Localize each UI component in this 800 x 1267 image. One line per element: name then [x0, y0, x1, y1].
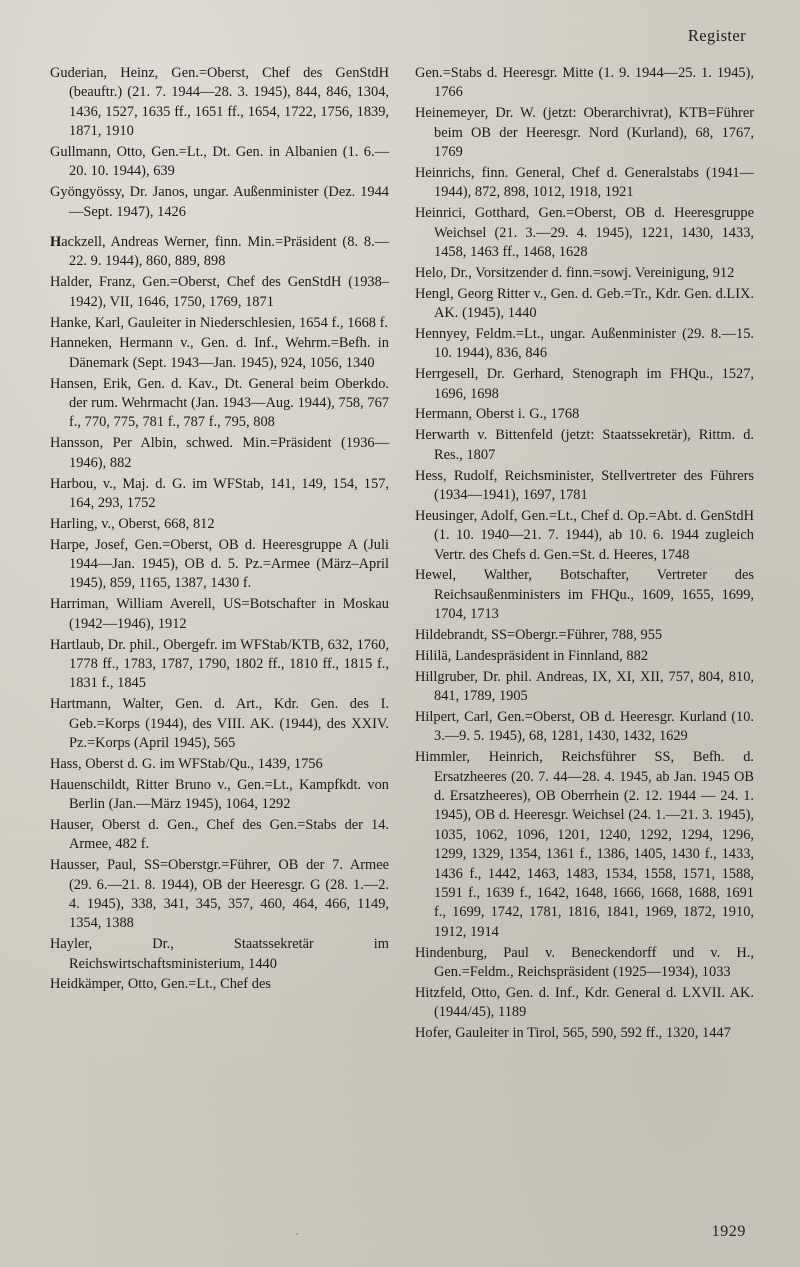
index-entry-hackzell: Hackzell, Andreas Werner, finn. Min.=Präsident (8. 8.—22. 9. 1944), 860, 889, 898	[50, 234, 389, 270]
index-entry: Hess, Rudolf, Reichsminister, Stellvertreter des Führers (1934—1941), 1697, 1781	[415, 467, 754, 503]
index-entry: Hayler, Dr., Staatssekretär im Reichswirtschaftsministerium, 1440	[50, 936, 389, 972]
index-entry: Hass, Oberst d. G. im WFStab/Qu., 1439, 1756	[50, 755, 323, 772]
index-entry: Hauenschildt, Ritter Bruno v., Gen.=Lt., Kampfkdt. von Berlin (Jan.—März 1945), 1064, 1292	[50, 776, 389, 812]
index-entry: Hililä, Landespräsident in Finnland, 882	[415, 647, 649, 664]
index-entry: Hildebrandt, SS=Obergr.=Führer, 788, 955	[415, 627, 663, 643]
index-entry: Hanneken, Hermann v., Gen. d. Inf., Wehrm.=Befh. in Dänemark (Sept. 1943—Jan. 1945), 924, 1056, 1340	[50, 335, 389, 371]
index-entry: Hansson, Per Albin, schwed. Min.=Präsident (1936—1946), 882	[50, 435, 389, 471]
index-entry: Hanke, Karl, Gauleiter in Niederschlesien, 1654 f., 1668 f.	[50, 314, 389, 331]
index-entry: Harriman, William Averell, US=Botschafter in Moskau (1942—1946), 1912	[50, 596, 389, 632]
index-entry: Hindenburg, Paul v. Beneckendorff und v. H., Gen.=Feldm., Reichspräsident (1925—1934), 1033	[415, 944, 754, 980]
page-speck	[296, 1233, 298, 1235]
index-entry: Hewel, Walther, Botschafter, Vertreter des Reichsaußenministers im FHQu., 1609, 1655, 1699, 1704, 1713	[415, 567, 754, 623]
index-entry: Guderian, Heinz, Gen.=Oberst, Chef des GenStdH (beauftr.) (21. 7. 1944—28. 3. 1945), 844, 846, 1304, 1436, 1527, 1635 ff., 1651 ff., 1654, 1722, 1756, 1839, 1871, 1910	[50, 65, 389, 140]
index-entry: Heinemeyer, Dr. W. (jetzt: Oberarchivrat), KTB=Führer beim OB der Heeresgr. Nord (Kurland), 68, 1767, 1769	[415, 105, 754, 160]
index-entry: Hillgruber, Dr. phil. Andreas, IX, XI, XII, 757, 804, 810, 841, 1789, 1905	[415, 668, 754, 705]
index-entry: Heinrichs, finn. General, Chef d. Generalstabs (1941—1944), 872, 898, 1012, 1918, 1921	[415, 164, 754, 201]
index-entry: Hansen, Erik, Gen. d. Kav., Dt. General beim Oberkdo. der rum. Wehrmacht (Jan. 1943—Aug. 1944), 758, 767 f., 770, 775, 781 f., 787 f., 795, 808	[50, 375, 389, 431]
index-entry: Heusinger, Adolf, Gen.=Lt., Chef d. Op.=Abt. d. GenStdH (1. 10. 1940—21. 7. 1944), ab 10. 6. 1944 zugleich Vertr. des Chefs d. Gen.=St. d. Heeres, 1748	[415, 507, 754, 563]
index-entry-continuation: Gen.=Stabs d. Heeresgr. Mitte (1. 9. 1944—25. 1. 1945), 1766	[415, 65, 754, 101]
index-column-left	[50, 64, 389, 1197]
index-entry: Hennyey, Feldm.=Lt., ungar. Außenminister (29. 8.—15. 10. 1944), 836, 846	[415, 325, 754, 362]
index-entry: Harbou, v., Maj. d. G. im WFStab, 141, 149, 154, 157, 164, 293, 1752	[50, 475, 389, 511]
index-entry: Hilpert, Carl, Gen.=Oberst, OB d. Heeresgr. Kurland (10. 3.—9. 5. 1945), 68, 1281, 1430, 1432, 1629	[415, 709, 754, 745]
index-entry: Harling, v., Oberst, 668, 812	[50, 515, 215, 532]
index-entry: Gullmann, Otto, Gen.=Lt., Dt. Gen. in Albanien (1. 6.—20. 10. 1944), 639	[50, 144, 389, 180]
index-entry: Heinrici, Gotthard, Gen.=Oberst, OB d. Heeresgruppe Weichsel (21. 3.—29. 4. 1945), 1221, 1430, 1433, 1458, 1463 ff., 1468, 1628	[415, 205, 754, 260]
index-entry-himmler: Himmler, Heinrich, Reichsführer SS, Befh. d. Ersatzheeres (20. 7. 44—28. 4. 1945, ab Jan. 1945 OB d. Ersatzheeres), OB Oberrhein (2. 12. 1944 — 24. 1. 1945), OB d. Heeresgr. Weichsel (24. 1.—21. 3. 1945), 1035, 1062, 1096, 1201, 1240, 1292, 1294, 1296, 1299, 1329, 1354, 1361 f., 1386, 1405, 1430 f., 1433, 1436 f., 1442, 1463, 1483, 1534, 1558, 1571, 1588, 1591 f., 1639 f., 1642, 1648, 1666, 1668, 1688, 1691 f., 1699, 1742, 1781, 1816, 1841, 1969, 1872, 1910, 1912, 1914	[415, 749, 754, 940]
index-entry: Helo, Dr., Vorsitzender d. finn.=sowj. Vereinigung, 912	[415, 264, 735, 281]
index-entry: Herrgesell, Dr. Gerhard, Stenograph im FHQu., 1527, 1696, 1698	[415, 366, 754, 402]
index-entry: Halder, Franz, Gen.=Oberst, Chef des GenStdH (1938–1942), VII, 1646, 1750, 1769, 1871	[50, 274, 389, 310]
index-entry: Hofer, Gauleiter in Tirol, 565, 590, 592 ff., 1320, 1447	[415, 1025, 731, 1041]
index-columns	[50, 64, 754, 1197]
index-entry: Hartlaub, Dr. phil., Obergefr. im WFStab/KTB, 632, 1760, 1778 ff., 1783, 1787, 1790, 1802 ff., 1810 ff., 1815 f., 1831 f., 1845	[50, 636, 389, 692]
running-head: Register	[687, 26, 746, 45]
index-entry: Hitzfeld, Otto, Gen. d. Inf., Kdr. General d. LXVII. AK. (1944/45), 1189	[415, 984, 754, 1021]
index-entry: Hartmann, Walter, Gen. d. Art., Kdr. Gen. des I. Geb.=Korps (1944), des VIII. AK. (1944), des XXIV. Pz.=Korps (April 1945), 565	[50, 696, 389, 751]
index-entry: Herwarth v. Bittenfeld (jetzt: Staatssekretär), Rittm. d. Res., 1807	[415, 427, 754, 463]
index-entry: Hengl, Georg Ritter v., Gen. d. Geb.=Tr., Kdr. Gen. d.LIX. AK. (1945), 1440	[415, 285, 754, 321]
index-entry: Harpe, Josef, Gen.=Oberst, OB d. Heeresgruppe A (Juli 1944—Jan. 1945), OB d. 5. Pz.=Armee (März–April 1945), 859, 1165, 1387, 1430 f.	[50, 536, 389, 592]
index-entry: Hauser, Oberst d. Gen., Chef des Gen.=Stabs der 14. Armee, 482 f.	[50, 816, 389, 853]
index-entry: Gyöngyössy, Dr. Janos, ungar. Außenminister (Dez. 1944—Sept. 1947), 1426	[50, 184, 389, 220]
index-column-right	[415, 64, 754, 1197]
index-entry: Hermann, Oberst i. G., 1768	[415, 406, 580, 423]
index-entry: Hausser, Paul, SS=Oberstgr.=Führer, OB der 7. Armee (29. 6.—21. 8. 1944), OB der Heeresgr. G (28. 1.—2. 4. 1945), 338, 341, 345, 357, 460, 464, 466, 1149, 1354, 1388	[50, 857, 389, 932]
page-number: 1929	[711, 1223, 746, 1240]
index-entry-continued: Heidkämper, Otto, Gen.=Lt., Chef des	[50, 976, 271, 993]
